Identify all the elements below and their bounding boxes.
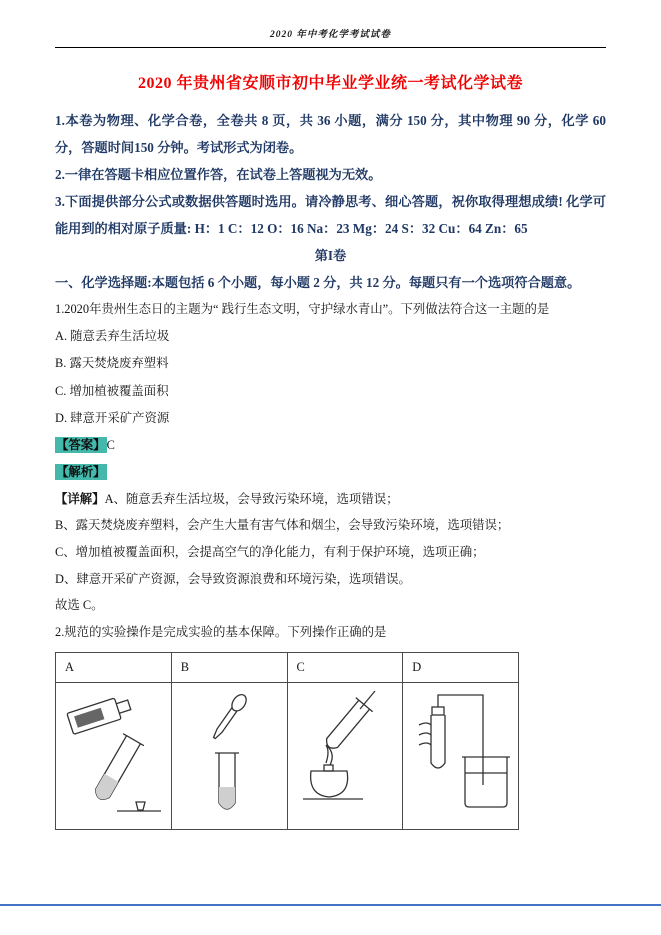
pour-liquid-apparatus-icon xyxy=(61,685,165,821)
part-title: 第I卷 xyxy=(314,248,347,264)
detail-label: 【详解】 xyxy=(55,491,105,506)
answer-label: 【答案】 xyxy=(56,438,106,453)
question2-options-table xyxy=(55,652,519,830)
instruction-item-3: 3.下面提供部分公式或数据供答题时选用。请冷静思考、细心答题，祝你取得理想成绩! 化学可能用到的相对原子质量: H：1 C：12 O：16 Na：23 Mg：24 S：32 Cu：64 Zn：65 xyxy=(55,194,606,237)
detail-conclusion: 故选 C。 xyxy=(55,598,104,613)
question1-option-c: C. 增加植被覆盖面积 xyxy=(55,383,169,398)
answer-line xyxy=(55,432,606,459)
instruction-item-2: 2.一律在答题卡相应位置作答，在试卷上答题视为无效。 xyxy=(55,167,382,183)
answer-value: C xyxy=(106,438,115,453)
detail-line-d: D、肆意开采矿产资源，会导致资源浪费和环境污染，选项错误。 xyxy=(55,571,411,586)
gas-collection-apparatus-icon xyxy=(409,685,513,821)
page-title: 2020 年贵州省安顺市初中毕业学业统一考试化学试卷 xyxy=(137,75,523,92)
analysis-line xyxy=(55,459,606,486)
header-divider xyxy=(55,47,606,48)
apparatus-cell-d xyxy=(403,682,519,829)
question1-stem: 1.2020年贵州生态日的主题为“ 践行生态文明，守护绿水青山”。下列做法符合这一主题的是 xyxy=(55,302,550,317)
running-header-title: 2020 年中考化学考试试卷 xyxy=(270,30,391,40)
table-header-row xyxy=(56,652,519,682)
table-header-d: D xyxy=(403,652,519,682)
footer-divider xyxy=(0,904,661,906)
dropper-apparatus-icon xyxy=(177,685,281,821)
table-image-row xyxy=(56,682,519,829)
question1-option-a: A. 随意丢弃生活垃圾 xyxy=(55,329,170,344)
question1-option-d: D. 肆意开采矿产资源 xyxy=(55,410,170,425)
exam-instructions xyxy=(55,107,606,242)
apparatus-cell-a xyxy=(56,682,172,829)
question2-stem: 2.规范的实验操作是完成实验的基本保障。下列操作正确的是 xyxy=(55,624,387,639)
analysis-label: 【解析】 xyxy=(56,464,106,479)
apparatus-cell-c xyxy=(287,682,403,829)
detail-line-a xyxy=(55,486,606,513)
detail-line-c: C、增加植被覆盖面积，会提高空气的净化能力，有利于保护环境，选项正确； xyxy=(55,544,485,559)
table-header-c: C xyxy=(287,652,403,682)
detail-line-b: B、露天焚烧废弃塑料，会产生大量有害气体和烟尘，会导致污染环境，选项错误； xyxy=(55,518,510,533)
question1-option-b: B. 露天焚烧废弃塑料 xyxy=(55,356,169,371)
apparatus-cell-b xyxy=(171,682,287,829)
section-heading: 一、化学选择题:本题包括 6 个小题，每小题 2 分，共 12 分。每题只有一个选项符合题意。 xyxy=(55,275,581,291)
heating-apparatus-icon xyxy=(293,685,397,821)
instruction-item-1: 1.本卷为物理、化学合卷，全卷共 8 页，共 36 小题，满分 150 分，其中物理 90 分，化学 60 分，答题时间150 分钟。考试形式为闭卷。 xyxy=(55,113,606,156)
table-header-b: B xyxy=(171,652,287,682)
table-header-a: A xyxy=(56,652,172,682)
detail-text-a: A、随意丢弃生活垃圾，会导致污染环境，选项错误； xyxy=(104,491,399,506)
